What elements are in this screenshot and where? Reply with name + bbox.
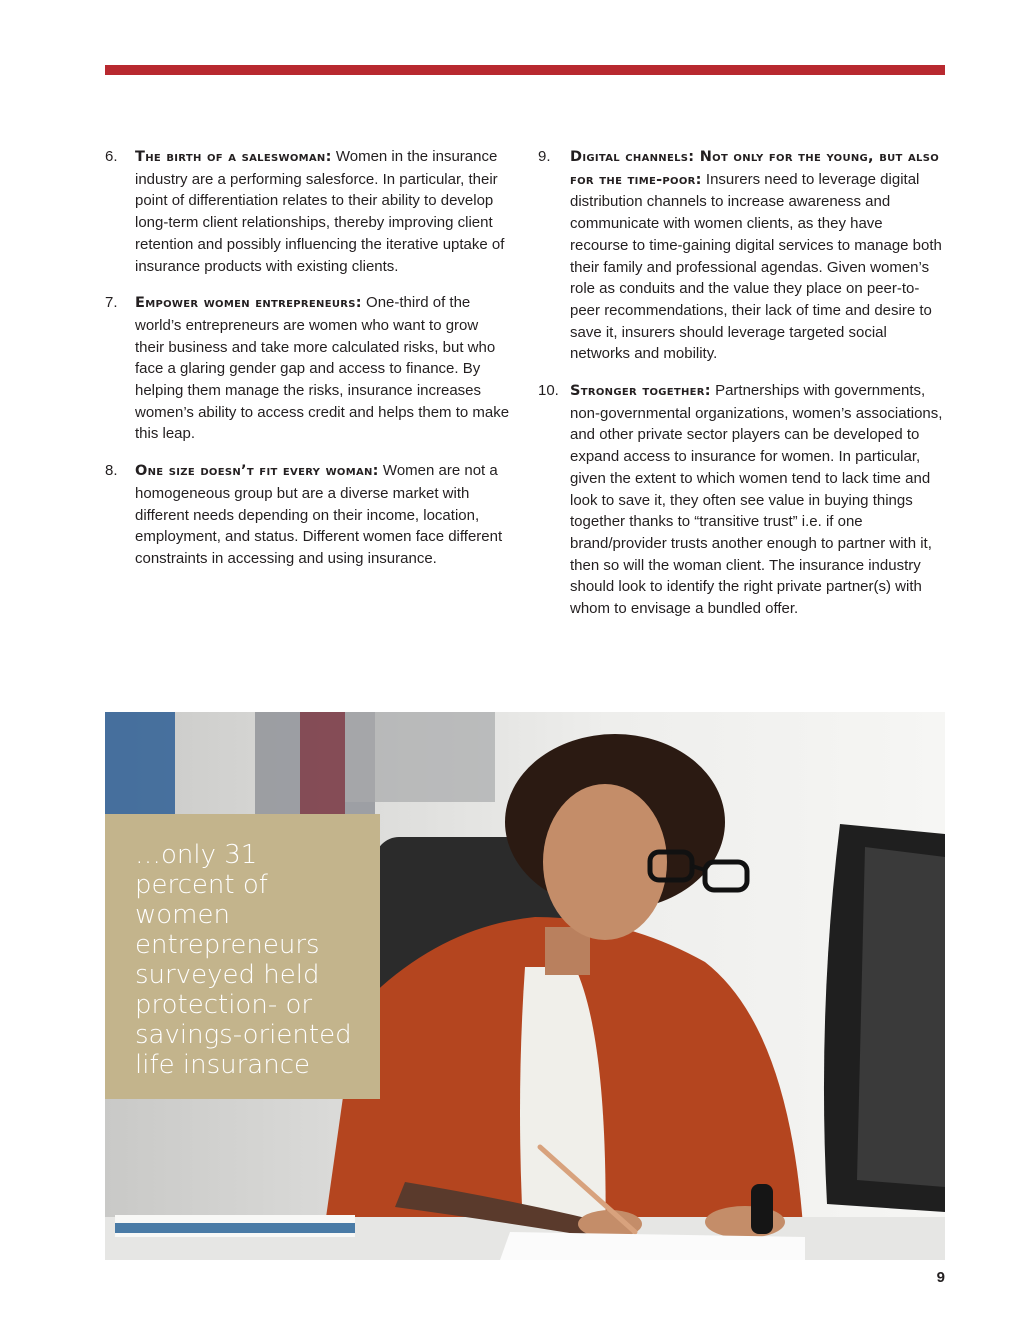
item-heading: Empower women entrepreneurs: xyxy=(135,295,362,312)
item-heading: Digital channels: Not only for the young, but also for the time-poor: xyxy=(570,149,940,188)
list-item xyxy=(105,460,511,570)
item-number: 6. xyxy=(105,148,118,165)
item-heading: Stronger together: xyxy=(570,383,711,400)
item-body: Partnerships with governments, non-governmental organizations, women’s associations, and other private sector players can be developed to expand access to insurance for women. In particular, given the extent to which women tend to lack time and look to save it, they often see value in buying things together thanks to “transitive trust” i.e. if one brand/provider trusts another enough to partner with it, then so will the woman client. The insurance industry should look to identify the right private partner(s) with whom to envisage a bundled offer. xyxy=(570,382,943,618)
item-body: Women in the insurance industry are a performing salesforce. In particular, their point of differentiation relates to their ability to develop long-term client relationships, thereby improving client retention and possibly influencing the iterative uptake of insurance products with existing clients. xyxy=(135,148,505,275)
left-column xyxy=(105,146,511,585)
item-body: One-third of the world’s entrepreneurs are women who want to grow their business and take more calculated risks, but who face a glaring gender gap and access to finance. By helping them manage the risks, insurance increases women’s ability to access credit and helps them to make this leap. xyxy=(135,294,510,443)
list-item xyxy=(105,292,511,445)
list-item xyxy=(538,380,944,620)
item-number: 7. xyxy=(105,294,118,312)
list-item xyxy=(538,146,944,365)
item-body: Women are not a homogeneous group but are a diverse market with different needs depending on their income, location, employment, and status. Different women face different constraints in accessing and using insurance. xyxy=(135,462,503,567)
list-item xyxy=(105,146,511,277)
right-column xyxy=(538,146,944,635)
item-number: 8. xyxy=(105,462,118,480)
pull-quote-callout xyxy=(105,814,380,1099)
item-number: 10. xyxy=(538,382,559,400)
item-body: Insurers need to leverage digital distribution channels to increase awareness and communicate with women clients, as they have recourse to time-gaining digital services to manage both their family and professional agendas. Given women’s role as conduits and the value they place on peer-to-peer recommendations, their lack of time and desire to save it, insurers should leverage targeted social networks and mobility. xyxy=(570,170,942,363)
item-heading: One size doesn’t fit every woman: xyxy=(135,463,379,480)
item-heading: The birth of a saleswoman: xyxy=(135,149,332,165)
item-number: 9. xyxy=(538,148,551,165)
header-accent-bar xyxy=(105,65,945,75)
page-number: 9 xyxy=(936,1269,945,1286)
pull-quote-text: …only 31 percent of women entrepreneurs surveyed held protection- or savings-oriented life insurance xyxy=(135,840,352,1080)
